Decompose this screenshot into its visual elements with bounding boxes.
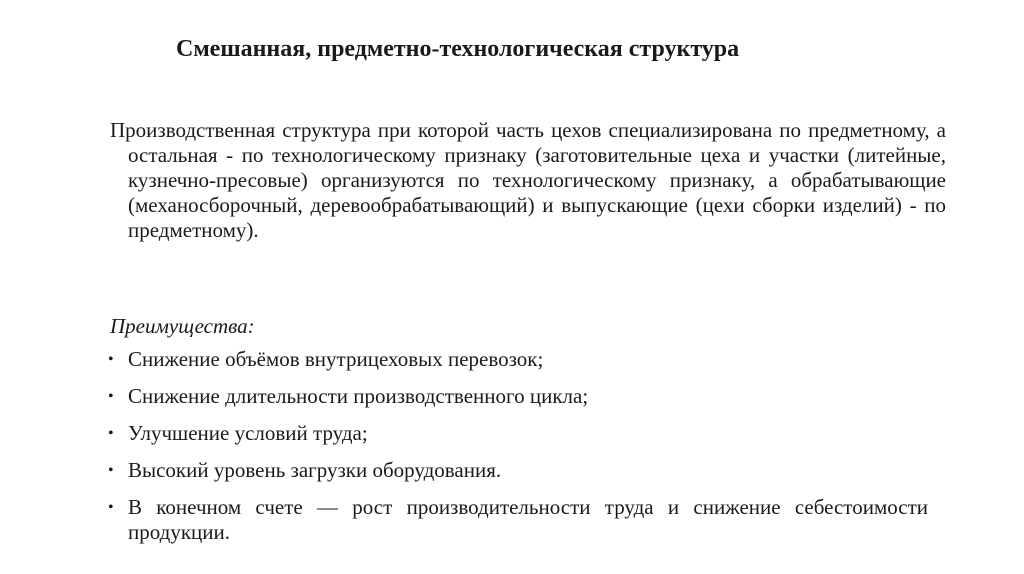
list-item-text: В конечном счете — рост производительности труда и снижение себестоимости продукции.: [128, 495, 928, 544]
bullet-icon: •: [108, 388, 114, 405]
bullet-icon: •: [108, 499, 114, 516]
list-item: [106, 421, 928, 446]
list-item-text: Снижение длительности производственного цикла;: [128, 384, 589, 408]
bullet-icon: •: [108, 462, 114, 479]
definition-paragraph: Производственная структура при которой часть цехов специализирована по предметному, а остальная - по технологическому признаку (заготовительные цеха и участки (литейные, кузнечно-пресовые) организуются по технологическому признаку, а обрабатывающие (механосборочный, деревообрабатывающий) и выпускающие (цехи сборки изделий) - по предметному).: [110, 118, 946, 242]
bullet-icon: •: [108, 351, 114, 368]
list-item-text: Улучшение условий труда;: [128, 421, 368, 445]
advantages-list: [106, 347, 928, 545]
advantages-heading: Преимущества:: [110, 314, 255, 338]
bullet-icon: •: [108, 425, 114, 442]
list-item: [106, 495, 928, 545]
slide-title: Смешанная, предметно-технологическая структура: [176, 36, 740, 62]
list-item: [106, 384, 928, 409]
list-item-text: Высокий уровень загрузки оборудования.: [128, 458, 502, 482]
list-item: [106, 347, 928, 372]
list-item: [106, 458, 928, 483]
list-item-text: Снижение объёмов внутрицеховых перевозок;: [128, 347, 544, 371]
